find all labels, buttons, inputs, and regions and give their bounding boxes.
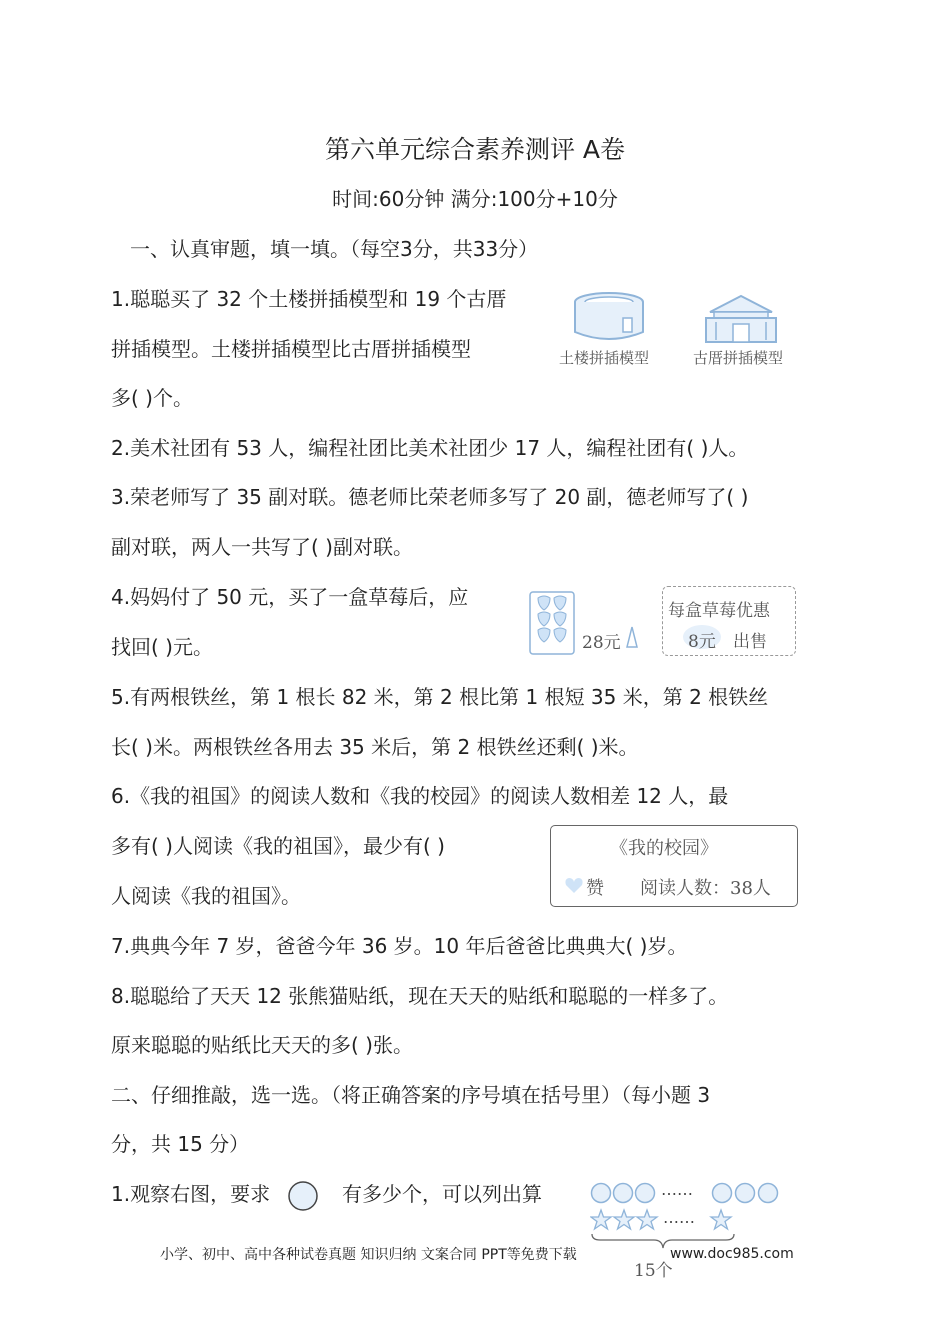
promo-suffix: 出售 xyxy=(733,632,767,652)
q3-line2: 副对联，两人一共写了( )副对联。 xyxy=(111,535,413,559)
exam-info: 时间:60分钟 满分:100分+10分 xyxy=(332,187,618,211)
tulou-caption: 土楼拼插模型 xyxy=(559,349,650,367)
q5-line1: 5.有两根铁丝，第 1 根长 82 米，第 2 根比第 1 根短 35 米，第 2 根铁丝 xyxy=(111,685,769,709)
q1-line1: 1.聪聪买了 32 个土楼拼插模型和 19 个古厝 xyxy=(111,287,507,311)
s2-q1-prefix: 1.观察右图，要求 xyxy=(111,1182,271,1206)
page-title: 第六单元综合素养测评 A卷 xyxy=(324,135,626,164)
footer-text: 小学、初中、高中各种试卷真题 知识归纳 文案合同 PPT等免费下载 xyxy=(160,1247,577,1263)
circles-ellipsis: …… xyxy=(661,1180,693,1199)
section2-heading-line2: 分，共 15 分） xyxy=(111,1132,250,1156)
reading-card-title: 《我的校园》 xyxy=(610,838,718,859)
reading-card-readers: 阅读人数：38人 xyxy=(640,878,771,899)
s2-q1-suffix: 有多少个，可以列出算 xyxy=(342,1182,542,1206)
circles-left-icon xyxy=(590,1181,656,1205)
q6-line1: 6.《我的祖国》的阅读人数和《我的校园》的阅读人数相差 12 人，最 xyxy=(111,784,729,808)
q7-line1: 7.典典今年 7 岁，爸爸今年 36 岁。10 年后爸爸比典典大( )岁。 xyxy=(111,934,688,958)
circles-right-icon xyxy=(711,1181,781,1205)
circle-symbol-icon xyxy=(286,1179,320,1213)
q1-line3: 多( )个。 xyxy=(111,386,193,410)
footer-url: www.doc985.com xyxy=(670,1246,794,1262)
price-tag: 28元 xyxy=(582,633,621,653)
q8-line1: 8.聪聪给了天天 12 张熊猫贴纸，现在天天的贴纸和聪聪的一样多了。 xyxy=(111,984,729,1008)
q4-line2: 找回( )元。 xyxy=(111,635,213,659)
guco-caption: 古厝拼插模型 xyxy=(693,349,784,367)
tulou-model-icon xyxy=(568,290,650,346)
stars-ellipsis: …… xyxy=(663,1208,695,1227)
section1-heading: 一、认真审题，填一填。（每空3分，共33分） xyxy=(130,237,539,261)
heart-icon xyxy=(564,877,584,895)
q2-line1: 2.美术社团有 53 人，编程社团比美术社团少 17 人，编程社团有( )人。 xyxy=(111,436,749,460)
promo-line1: 每盒草莓优惠 xyxy=(668,601,770,621)
star-right-icon xyxy=(708,1208,734,1234)
q8-line2: 原来聪聪的贴纸比天天的多( )张。 xyxy=(111,1033,413,1057)
q1-line2: 拼插模型。土楼拼插模型比古厝拼插模型 xyxy=(111,337,471,361)
brace-label: 15个 xyxy=(634,1261,673,1281)
stars-left-icon xyxy=(590,1208,660,1234)
guco-model-icon xyxy=(700,290,782,346)
tag-marker-icon xyxy=(625,625,639,649)
promo-price: 8元 xyxy=(688,632,716,652)
section2-heading-line1: 二、仔细推敲，选一选。（将正确答案的序号填在括号里）（每小题 3 xyxy=(111,1083,711,1107)
q5-line2: 长( )米。两根铁丝各用去 35 米后，第 2 根铁丝还剩( )米。 xyxy=(111,735,639,759)
q6-line3: 人阅读《我的祖国》。 xyxy=(111,884,301,908)
strawberry-box-icon xyxy=(528,590,576,656)
q6-line2: 多有( )人阅读《我的祖国》，最少有( ) xyxy=(111,834,445,858)
q3-line1: 3.荣老师写了 35 副对联。德老师比荣老师多写了 20 副，德老师写了( ) xyxy=(111,485,749,509)
q4-line1: 4.妈妈付了 50 元，买了一盒草莓后，应 xyxy=(111,585,469,609)
reading-card-like: 赞 xyxy=(586,878,604,899)
